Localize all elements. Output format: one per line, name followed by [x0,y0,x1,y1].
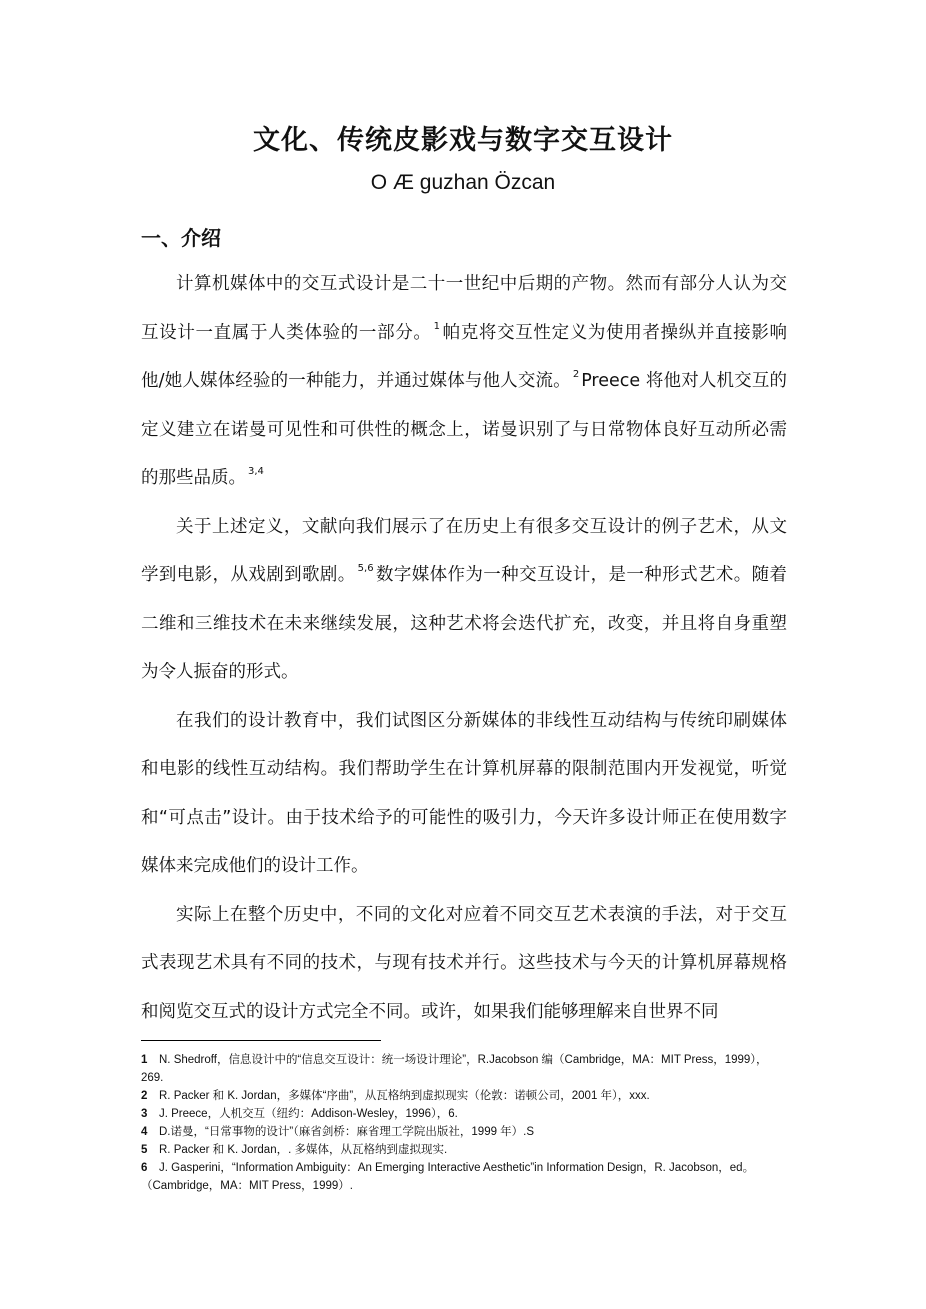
paragraph-text: 计算机媒体中的交互式设计是二十一世纪中后期的产物。然而有部分人认为交互设计一直属于人类体验的一部分。 [141,274,787,343]
footnote [141,1123,787,1141]
footnote-text: R. Packer 和 K. Jordan，多媒体“序曲”，从瓦格纳到虚拟现实（伦敦：诺顿公司，2001 年），xxx. [159,1090,650,1102]
footnote-number: 1 [141,1054,148,1066]
footnote-number: 6 [141,1162,148,1174]
footnote-ref: 2 [572,369,580,380]
body-text [141,260,787,1036]
paragraph-1 [141,260,787,503]
paragraph-text: 帕克将交互性定义为使用者操纵并直接影响他/她人媒体经验的一种能力，并通过媒体与他人交流。 [141,322,788,391]
paragraph-text: Preece 将他对人机交互的定义建立在诺曼可见性和可供性的概念上，诺曼识别了与日常物体良好互动所必需的那些品质。 [141,371,787,488]
author-name: O Æ guzhan Özcan [370,171,556,194]
footnote-text: J. Preece，人机交互（纽约：Addison-Wesley，1996），6. [159,1108,458,1120]
paragraph-text: 数字媒体作为一种交互设计，是一种形式艺术。随着二维和三维技术在未来继续发展，这种艺术将会迭代扩充，改变，并且将自身重塑为令人振奋的形式。 [141,565,788,682]
footnote-text: J. Gasperini，“Information Ambiguity：An Emerging Interactive Aesthetic”in Information Design，R. Jacobson，ed。（Cambridge，MA：MIT Press，1999）. [141,1162,755,1192]
footnote [141,1159,787,1195]
paragraph-2 [141,503,787,697]
paragraph-text: 关于上述定义，文献向我们展示了在历史上有很多交互设计的例子艺术，从文学到电影，从戏剧到歌剧。 [141,516,787,585]
document-title: 文化、传统皮影戏与数字交互设计 [253,125,673,156]
footnote-divider [141,1040,381,1041]
footnote-text: R. Packer 和 K. Jordan，. 多媒体，从瓦格纳到虚拟现实. [159,1144,448,1156]
footnotes [141,1051,787,1195]
paragraph-3: 在我们的设计教育中，我们试图区分新媒体的非线性互动结构与传统印刷媒体和电影的线性互动结构。我们帮助学生在计算机屏幕的限制范围内开发视觉，听觉和“可点击”设计。由于技术给予的可能性的吸引力，今天许多设计师正在使用数字媒体来完成他们的设计工作。 [141,710,787,876]
footnote-number: 5 [141,1144,148,1156]
section-heading: 一、介绍 [141,226,221,250]
footnote-number: 4 [141,1126,148,1138]
footnote-text: N. Shedroff，信息设计中的“信息交互设计：统一场设计理论”，R.Jacobson 编（Cambridge，MA：MIT Press，1999），269. [141,1054,768,1084]
footnote-number: 2 [141,1090,148,1102]
footnote [141,1087,787,1105]
footnote [141,1105,787,1123]
footnote-number: 3 [141,1108,148,1120]
footnote-text: D.诺曼，“日常事物的设计”（麻省剑桥：麻省理工学院出版社，1999 年）.S [159,1126,535,1138]
paragraph-4: 实际上在整个历史中，不同的文化对应着不同交互艺术表演的手法，对于交互式表现艺术具有不同的技术，与现有技术并行。这些技术与今天的计算机屏幕规格和阅览交互式的设计方式完全不同。或许，如果我们能够理解来自世界不同 [141,904,787,1022]
footnote [141,1141,787,1159]
footnote-ref: 1 [433,320,440,332]
footnote [141,1051,787,1087]
footnote-ref: 3,4 [248,466,264,477]
footnote-ref: 5,6 [357,563,374,574]
